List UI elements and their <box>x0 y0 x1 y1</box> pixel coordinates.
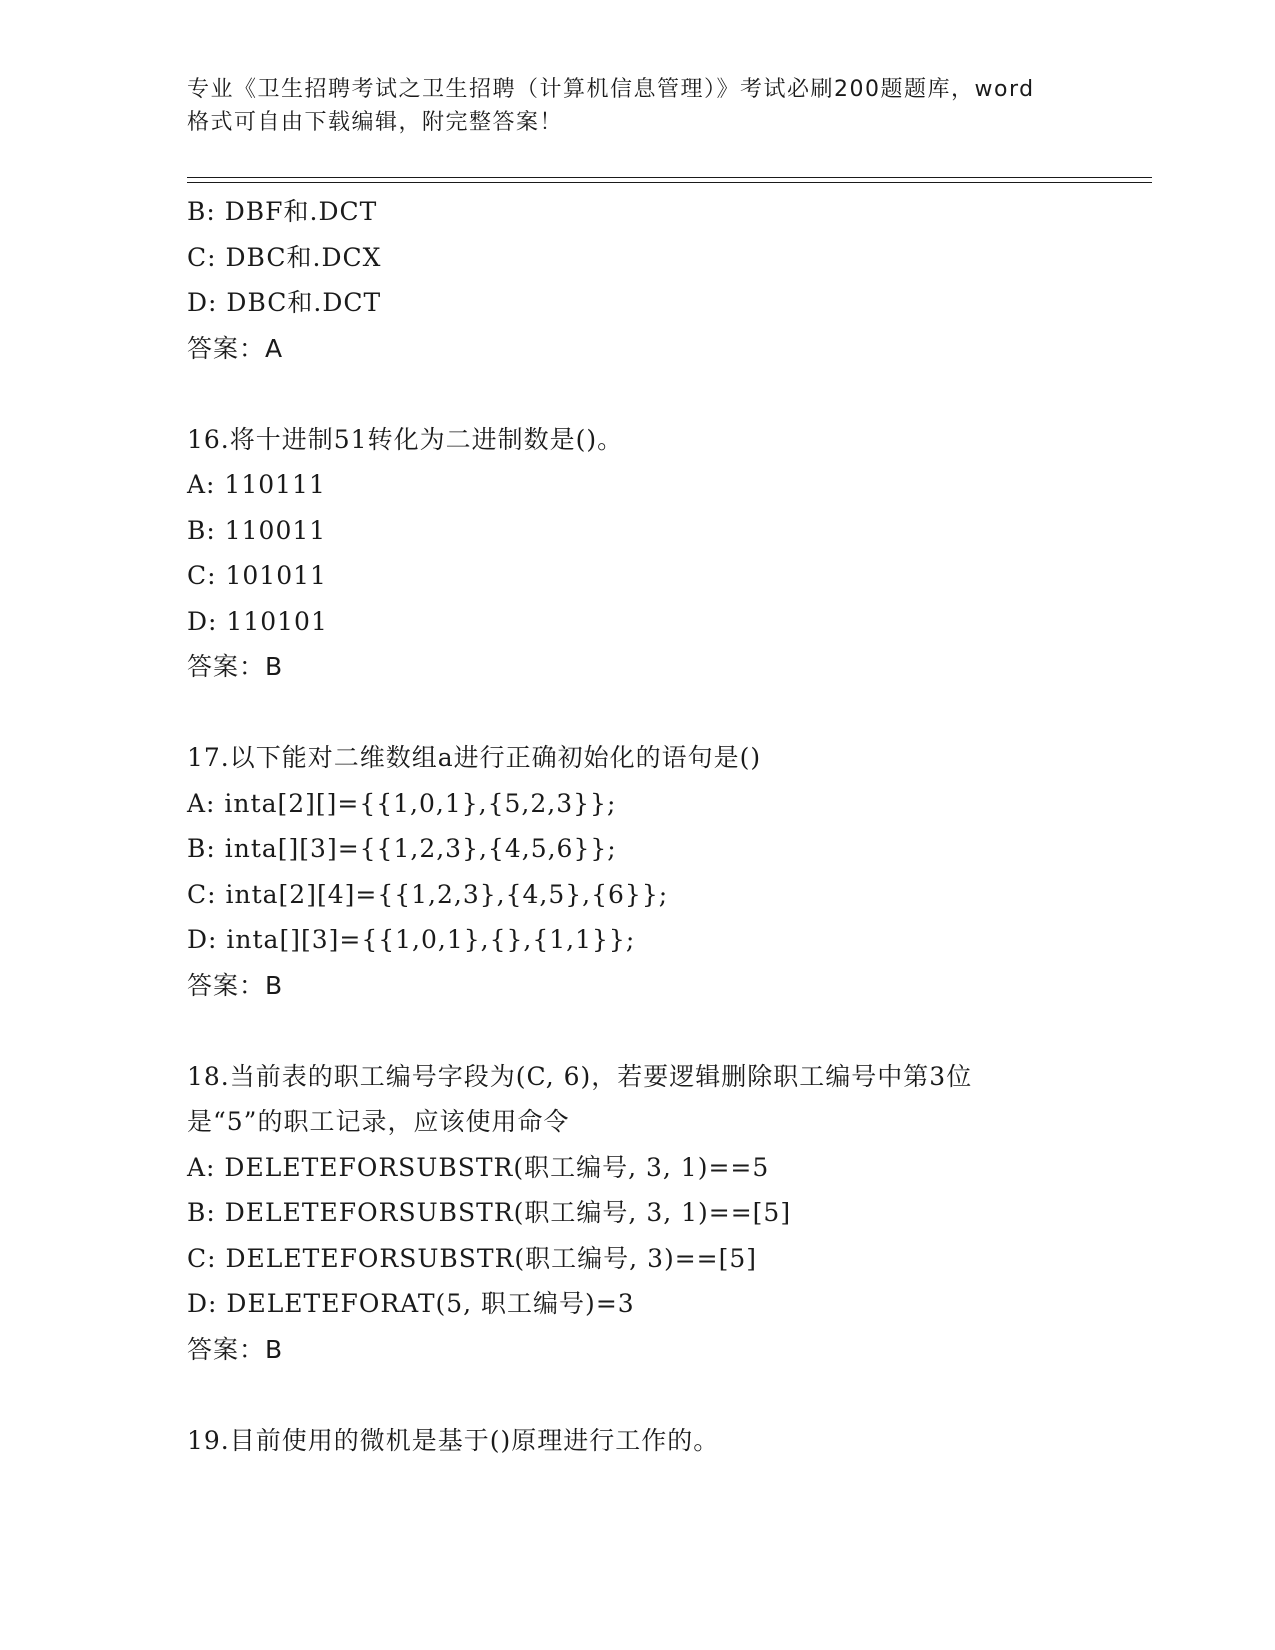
answer-label: 答案：B <box>187 652 284 681</box>
option-d: D: DELETEFORAT(5, 职工编号)=3 <box>187 1289 635 1318</box>
option-d: D: DBC和.DCT <box>187 288 382 317</box>
question-text-line-2: 是“5”的职工记录，应该使用命令 <box>187 1107 570 1136</box>
spacer <box>187 1372 1152 1418</box>
question-15-tail <box>187 189 1152 371</box>
option-c: C: DELETEFORSUBSTR(职工编号, 3)==[5] <box>187 1243 758 1273</box>
question-19 <box>187 1418 1152 1464</box>
option-b: B: 110011 <box>187 515 327 545</box>
option-c: C: 101011 <box>187 561 327 590</box>
option-c: C: inta[2][4]={{1,2,3},{4,5},{6}}; <box>187 879 669 909</box>
option-a: A: DELETEFORSUBSTR(职工编号, 3, 1)==5 <box>187 1152 770 1182</box>
header-title-line-1: 专业《卫生招聘考试之卫生招聘（计算机信息管理）》考试必刷200题题库，word <box>187 77 1035 102</box>
question-text: 16.将十进制51转化为二进制数是()。 <box>187 424 624 454</box>
answer-label: 答案：A <box>187 333 284 363</box>
spacer <box>187 1008 1152 1054</box>
header-divider-bottom <box>187 182 1152 183</box>
question-17 <box>187 735 1152 1008</box>
header-title-line-2: 格式可自由下载编辑，附完整答案！ <box>187 110 564 135</box>
header-divider-top <box>187 177 1152 178</box>
question-text: 19.目前使用的微机是基于()原理进行工作的。 <box>187 1425 720 1455</box>
option-b: B: DBF和.DCT <box>187 197 378 226</box>
spacer <box>187 371 1152 417</box>
answer-label: 答案：B <box>187 970 284 1000</box>
spacer <box>187 690 1152 736</box>
option-b: B: inta[][3]={{1,2,3},{4,5,6}}; <box>187 834 617 863</box>
question-16 <box>187 417 1152 690</box>
option-b: B: DELETEFORSUBSTR(职工编号, 3, 1)==[5] <box>187 1198 792 1227</box>
option-d: D: 110101 <box>187 606 328 636</box>
question-text: 17.以下能对二维数组a进行正确初始化的语句是() <box>187 743 762 772</box>
option-c: C: DBC和.DCX <box>187 242 382 272</box>
document-header <box>187 73 1087 139</box>
option-d: D: inta[][3]={{1,0,1},{},{1,1}}; <box>187 925 636 954</box>
option-a: A: 110111 <box>187 470 326 499</box>
question-18 <box>187 1054 1152 1373</box>
question-text-line-1: 18.当前表的职工编号字段为(C, 6)，若要逻辑删除职工编号中第3位 <box>187 1061 973 1091</box>
answer-label: 答案：B <box>187 1334 284 1364</box>
option-a: A: inta[2][]={{1,0,1},{5,2,3}}; <box>187 788 617 818</box>
question-list <box>187 189 1152 1463</box>
